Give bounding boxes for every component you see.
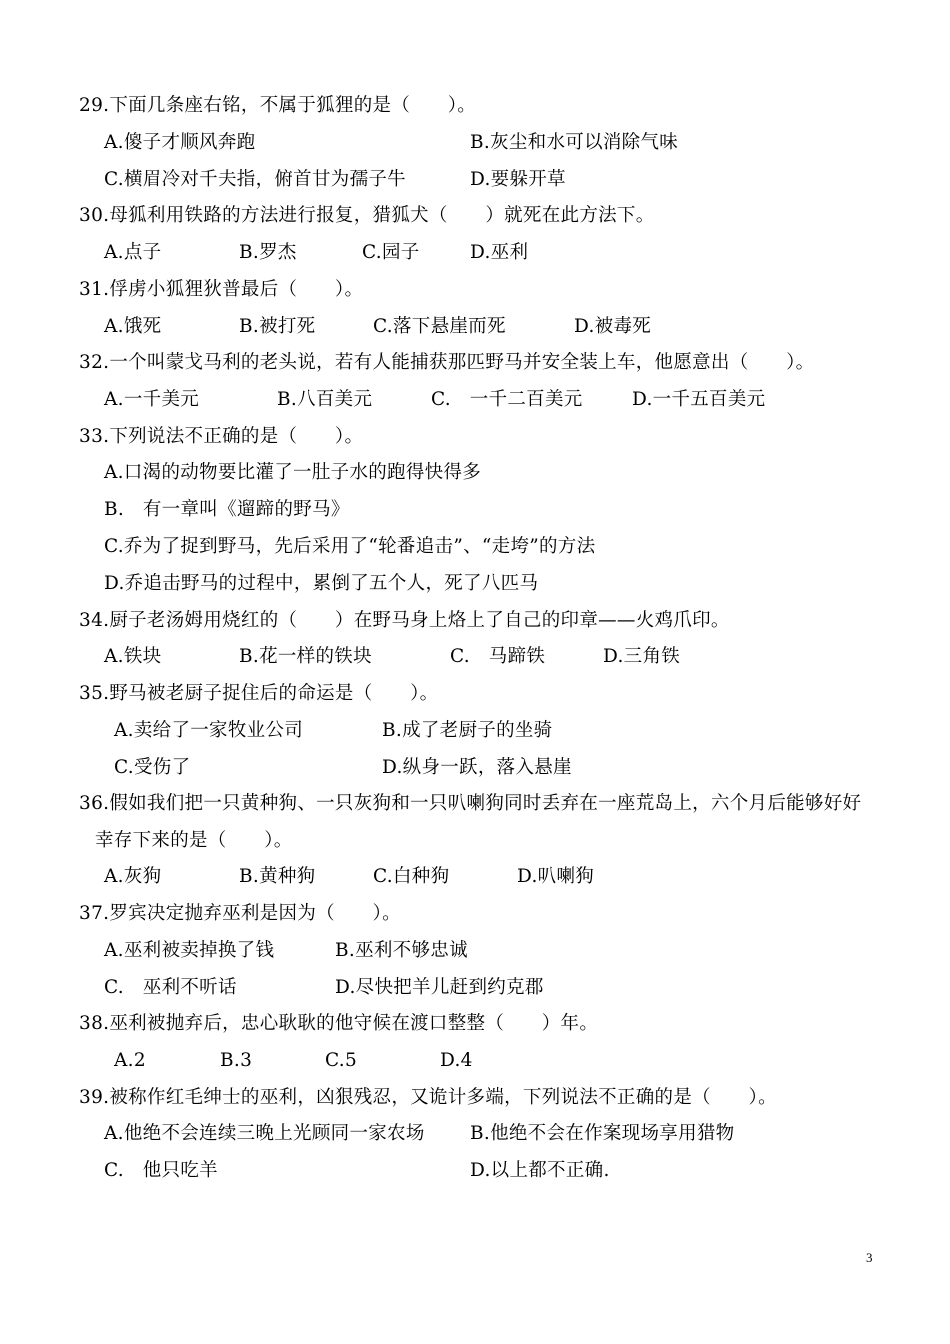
question-33-option-b: B. 有一章叫《遛蹄的野马》 [104, 499, 350, 520]
question-36-stem-continued: 幸存下来的是（ ）。 [95, 830, 293, 851]
question-29-option-d: D.要躲开草 [470, 169, 566, 190]
question-33-stem: 33.下列说法不正确的是（ ）。 [79, 426, 364, 447]
question-39-option-a: A.他绝不会连续三晚上光顾同一家农场 [104, 1123, 425, 1144]
question-34-option-b: B.花一样的铁块 [239, 646, 372, 667]
question-36-option-c: C.白种狗 [373, 866, 450, 887]
question-30-option-c: C.园子 [362, 242, 420, 263]
question-39-option-b: B.他绝不会在作案现场享用猎物 [470, 1123, 735, 1144]
question-36-stem: 36.假如我们把一只黄种狗、一只灰狗和一只叭喇狗同时丢弃在一座荒岛上，六个月后能够好好 [79, 793, 862, 814]
question-29-option-b: B.灰尘和水可以消除气味 [470, 132, 679, 153]
question-33-option-c: C.乔为了捉到野马，先后采用了“轮番追击”、“走垮”的方法 [104, 536, 596, 557]
question-31-stem: 31.俘虏小狐狸狄普最后（ ）。 [79, 279, 364, 300]
question-35-option-d: D.纵身一跃，落入悬崖 [382, 757, 572, 778]
question-38-stem: 38.巫利被抛弃后，忠心耿耿的他守候在渡口整整（ ）年。 [79, 1013, 599, 1034]
question-39-stem: 39.被称作红毛绅士的巫利，凶狠残忍，又诡计多端，下列说法不正确的是（ ）。 [79, 1087, 777, 1108]
question-29-stem: 29.下面几条座右铭，不属于狐狸的是（ ）。 [79, 95, 477, 116]
question-29-option-c: C.横眉冷对千夫指，俯首甘为孺子牛 [104, 169, 406, 190]
question-34-option-c: C. 马蹄铁 [450, 646, 546, 667]
question-34-option-a: A.铁块 [104, 646, 162, 667]
question-31-option-a: A.饿死 [104, 316, 162, 337]
question-38-option-d: D.4 [440, 1050, 473, 1071]
question-29-option-a: A.傻子才顺风奔跑 [104, 132, 256, 153]
question-37-option-b: B.巫利不够忠诚 [335, 940, 468, 961]
question-30-stem: 30.母狐利用铁路的方法进行报复，猎狐犬（ ）就死在此方法下。 [79, 205, 655, 226]
question-31-option-d: D.被毒死 [574, 316, 652, 337]
question-39-option-c: C. 他只吃羊 [104, 1160, 218, 1181]
question-35-stem: 35.野马被老厨子捉住后的命运是（ ）。 [79, 683, 439, 704]
question-36-option-d: D.叭喇狗 [517, 866, 595, 887]
question-33-option-d: D.乔追击野马的过程中，累倒了五个人，死了八匹马 [104, 573, 539, 594]
question-37-option-a: A.巫利被卖掉换了钱 [104, 940, 275, 961]
question-35-option-c: C.受伤了 [114, 757, 191, 778]
question-38-option-c: C.5 [325, 1050, 358, 1071]
question-36-option-a: A.灰狗 [104, 866, 162, 887]
question-35-option-a: A.卖给了一家牧业公司 [114, 720, 304, 741]
question-38-option-b: B.3 [220, 1050, 253, 1071]
question-32-option-d: D.一千五百美元 [632, 389, 766, 410]
question-30-option-b: B.罗杰 [239, 242, 297, 263]
question-30-option-d: D.巫利 [470, 242, 529, 263]
question-34-stem: 34.厨子老汤姆用烧红的（ ）在野马身上烙上了自己的印章——火鸡爪印。 [79, 610, 730, 631]
question-34-option-d: D.三角铁 [603, 646, 681, 667]
question-30-option-a: A.点子 [104, 242, 162, 263]
question-31-option-c: C.落下悬崖而死 [373, 316, 506, 337]
question-32-option-a: A.一千美元 [104, 389, 200, 410]
question-37-option-d: D.尽快把羊儿赶到约克郡 [335, 977, 544, 998]
question-32-stem: 32.一个叫蒙戈马利的老头说，若有人能捕获那匹野马并安全装上车，他愿意出（ ）。 [79, 352, 815, 373]
question-33-option-a: A.口渴的动物要比灌了一肚子水的跑得快得多 [104, 462, 482, 483]
question-37-option-c: C. 巫利不听话 [104, 977, 237, 998]
question-36-option-b: B.黄种狗 [239, 866, 316, 887]
question-32-option-c: C. 一千二百美元 [431, 389, 583, 410]
question-35-option-b: B.成了老厨子的坐骑 [382, 720, 553, 741]
question-38-option-a: A.2 [114, 1050, 146, 1071]
question-37-stem: 37.罗宾决定抛弃巫利是因为（ ）。 [79, 903, 401, 924]
question-39-option-d: D.以上都不正确. [470, 1160, 610, 1181]
question-32-option-b: B.八百美元 [277, 389, 373, 410]
page-number: 3 [866, 1250, 873, 1265]
question-31-option-b: B.被打死 [239, 316, 316, 337]
